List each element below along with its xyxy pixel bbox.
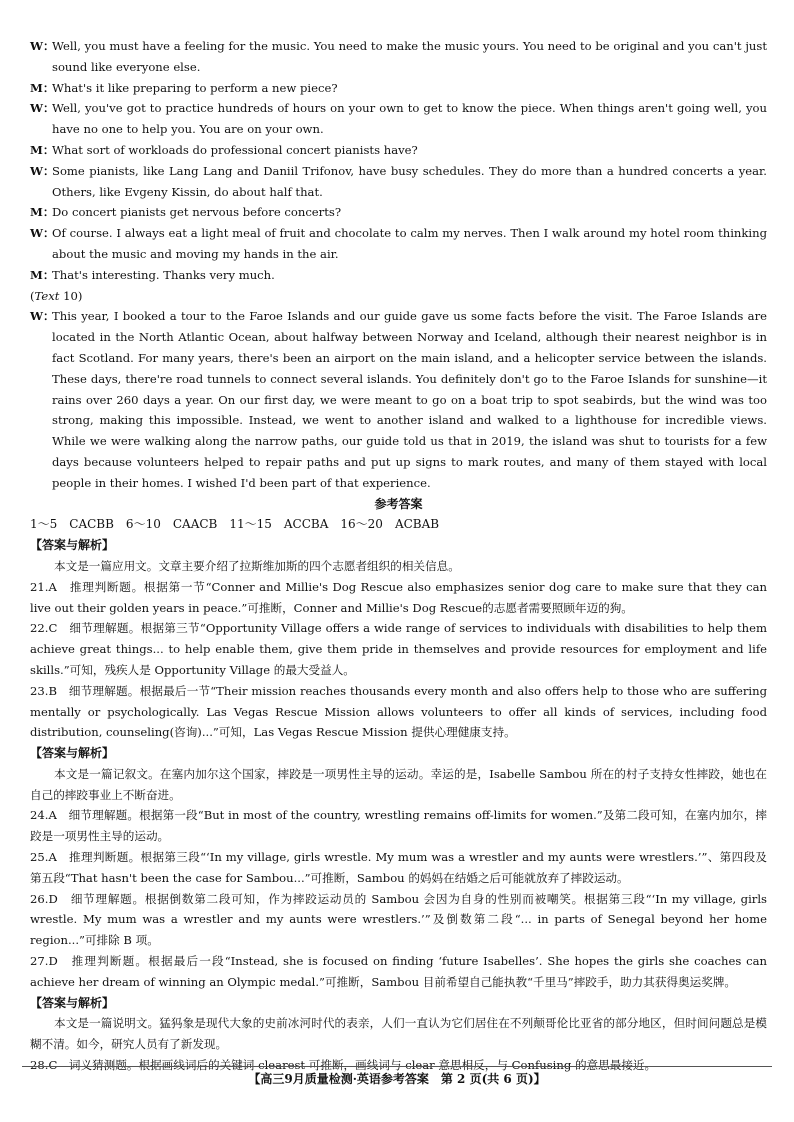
dialogue-line: [30, 78, 767, 99]
monologue-text: This year, I booked a tour to the Faroe Islands and our guide gave us some facts before the visit. The Faroe Islands are located in the North Atlantic Ocean, about halfway between Norway and Iceland, although their nearest neighbor is in fact Scotland. For many years, there's been an airport on the main island, and a helicopter service between the islands. These days, there're road tunnels to connect several islands. You definitely don't go to the Faroe Islands for sunshine—it rains over 260 days a year. On our first day, we were meant to go on a boat trip to spot seabirds, but the wind was too strong, making this impossible. Instead, we went to another island and walked to a lighthouse for incredible views. While we were walking along the narrow paths, our guide told us that in 2019, the island was shut to tourists for a few days because volunteers helped to repair paths and put up signs to mark routes, and many of them stayed with local people in their homes. I wished I'd been part of that experience.: [52, 309, 767, 490]
dialogue-block: [30, 36, 767, 286]
dialogue-line: [30, 161, 767, 203]
dialogue-text: Well, you must have a feeling for the music. You need to make the music yours. You need to be original and you can't just sound like everyone else.: [52, 39, 767, 74]
text-10-label: [30, 286, 767, 307]
dialogue-text: Some pianists, like Lang Lang and Daniil Trifonov, have busy schedules. They do more than a hundred concerts a year. Others, like Evgeny Kissin, do about half that.: [52, 163, 767, 199]
dialogue-text: What sort of workloads do professional concert pianists have?: [52, 142, 418, 157]
question-explanation: 27.D 推理判断题。根据最后一段“Instead, she is focused on finding ‘future Isabelles’. She hopes the girls she coaches can achieve her dream of winning an Olympic medal.”可推断，Sambou 目前希望自己能执教“千里马”摔跤手，助力其获得奥运奖牌。: [30, 954, 767, 989]
speaker-label: M：: [30, 142, 55, 157]
speaker-label: M：: [30, 80, 55, 95]
dialogue-text: Of course. I always eat a light meal of fruit and chocolate to calm my nerves. Then I walk around my hotel room thinking about the music and moving my hands in the air.: [52, 226, 767, 261]
question-explanation: 22.C 细节理解题。根据第三节“Opportunity Village offers a wide range of services to individuals with disabilities to help them achieve great things... to help enable them, give them pride in themselves and provide resources for employment and life skills.”可知，残疾人是 Opportunity Village 的最大受益人。: [30, 621, 767, 677]
speaker-label: W：: [30, 163, 55, 178]
text-10-number: 10): [59, 288, 83, 303]
page-footer: 【高三9月质量检测·英语参考答案 第 2 页(共 6 页)】: [248, 1072, 546, 1086]
dialogue-text: Well, you've got to practice hundreds of hours on your own to get to know the piece. When things aren't going well, you have no one to help you. You are on your own.: [52, 101, 767, 137]
dialogue-line: [30, 265, 767, 286]
question-explanation: 25.A 推理判断题。根据第三段“‘In my village, girls wrestle. My mum was a wrestler and my aunts were wrestlers.’”、第四段及第五段“That hasn't been the case for Sambou...”可推断，Sambou 的妈妈在结婚之后可能就放弃了摔跤运动。: [30, 850, 767, 885]
speaker-label: M：: [30, 267, 55, 282]
dialogue-line: [30, 223, 767, 265]
speaker-label: W：: [30, 226, 55, 241]
text-10-open: (: [30, 288, 35, 303]
dialogue-text: That's interesting. Thanks very much.: [52, 267, 275, 282]
footer-divider: [22, 1066, 772, 1067]
section-intro: 本文是一篇应用文。文章主要介绍了拉斯维加斯的四个志愿者组织的相关信息。: [54, 558, 460, 573]
dialogue-line: [30, 140, 767, 161]
question-explanation: 26.D 细节理解题。根据倒数第二段可知，作为摔跤运动员的 Sambou 会因为自身的性别而被嘲笑。根据第三段“‘In my village, girls wrestle. My mum was a wrestler and my aunts were wrestlers.’”及倒数第二段“... in parts of Senegal beyond her home region...”可排除 B 项。: [30, 891, 767, 948]
dialogue-text: Do concert pianists get nervous before concerts?: [52, 205, 342, 220]
text-10-word: Text: [34, 288, 60, 303]
dialogue-text: What's it like preparing to perform a new piece?: [52, 80, 338, 95]
question-explanation: 24.A 细节理解题。根据第一段“But in most of the country, wrestling remains off-limits for women.”及第二段可知，在塞内加尔，摔跤是一项男性主导的运动。: [30, 808, 767, 844]
dialogue-line: [30, 202, 767, 223]
question-explanation: 21.A 推理判断题。根据第一节“Conner and Millie's Dog Rescue also emphasizes senior dog care to make sure that they can live out their golden years in peace.”可推断，Conner and Millie's Dog Rescue的志愿者需要照顾年迈的狗。: [30, 579, 767, 615]
dialogue-line: [30, 98, 767, 140]
answer-title: 参考答案: [374, 496, 423, 511]
speaker-label: M：: [30, 205, 55, 220]
dialogue-line: [30, 36, 767, 78]
section-heading: 【答案与解析】: [30, 995, 115, 1010]
speaker-label: W：: [30, 309, 55, 324]
section-intro: 本文是一篇说明文。猛犸象是现代大象的史前冰河时代的表亲，人们一直认为它们居住在不列颠哥伦比亚省的部分地区，但时间问题总是模糊不清。如今，研究人员有了新发现。: [30, 1016, 767, 1052]
question-explanation: 28.C 词义猜测题。根据画线词后的关键词 clearest 可推断，画线词与 clear 意思相反，与 Confusing 的意思最接近。: [30, 1058, 657, 1073]
section-intro: 本文是一篇记叙文。在塞内加尔这个国家，摔跤是一项男性主导的运动。幸运的是，Isabelle Sambou 所在的村子支持女性摔跤，她也在自己的摔跤事业上不断奋进。: [30, 766, 767, 802]
monologue: [30, 306, 767, 493]
section-heading: 【答案与解析】: [30, 538, 115, 553]
question-explanation: 23.B 细节理解题。根据最后一节“Their mission reaches thousands every month and also offers help to those who are suffering mentally or psychologically. Las Vegas Rescue Mission allows volunteers to offer all kinds of services, including food distribution, counseling(咨询)...”可知，Las Vegas Rescue Mission 提供心理健康支持。: [30, 683, 767, 740]
section-heading: 【答案与解析】: [30, 746, 115, 761]
speaker-label: W：: [30, 39, 55, 53]
speaker-label: W：: [30, 101, 55, 116]
answer-key: 1～5 CACBB 6～10 CAACB 11～15 ACCBA 16～20 ACBAB: [30, 517, 440, 532]
